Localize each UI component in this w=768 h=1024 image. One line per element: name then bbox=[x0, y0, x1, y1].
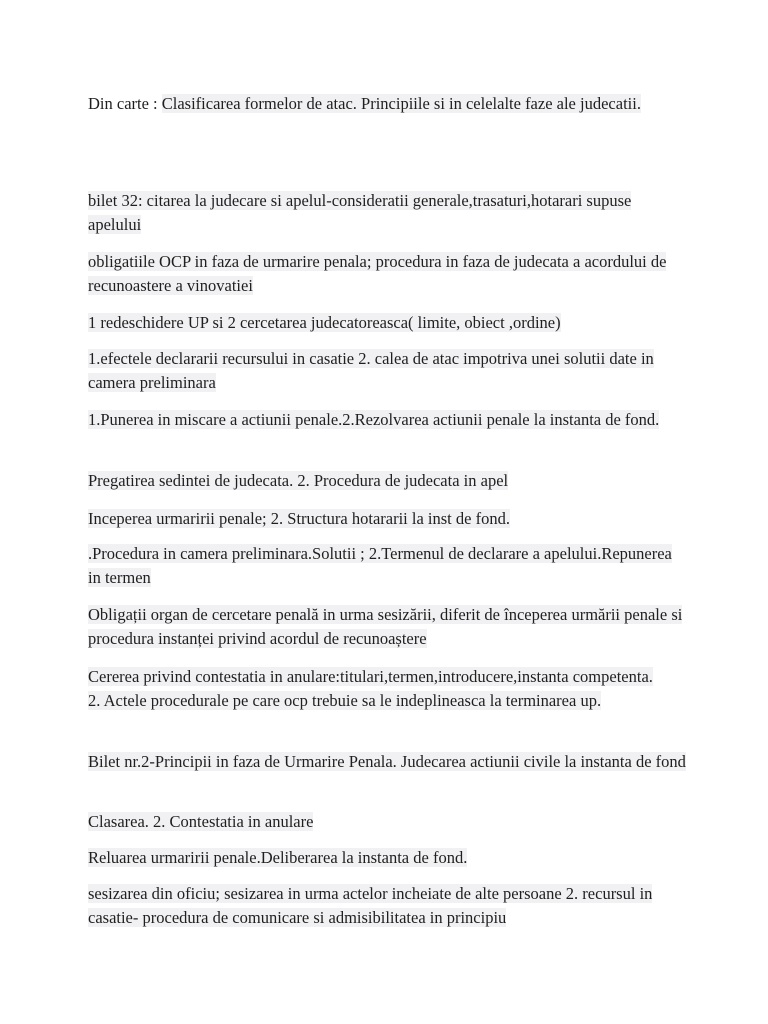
paragraph-text: Obligații organ de cercetare penală in urma sesizării, diferit de începerea urmării penale si procedura instanței privind acordul de recunoaștere bbox=[88, 605, 683, 648]
paragraph-text: Cererea privind contestatia in anulare:titulari,termen,introducere,instanta competenta. bbox=[88, 667, 653, 686]
intro-paragraph bbox=[88, 92, 688, 116]
paragraph-text: sesizarea din oficiu; sesizarea in urma actelor incheiate de alte persoane 2. recursul in casatie- procedura de comunicare si admisibilitatea in principiu bbox=[88, 884, 653, 927]
paragraph-8 bbox=[88, 542, 688, 590]
paragraph-text: obligatiile OCP in faza de urmarire penala; procedura in faza de judecata a acordului de recunoastere a vinovatiei bbox=[88, 252, 667, 295]
paragraph-text: Pregatirea sedintei de judecata. 2. Procedura de judecata in apel bbox=[88, 471, 509, 490]
paragraph-6 bbox=[88, 469, 688, 493]
paragraph-text: 1.efectele declararii recursului in casatie 2. calea de atac impotriva unei solutii date in camera preliminara bbox=[88, 349, 654, 392]
paragraph-2 bbox=[88, 250, 688, 298]
intro-prefix: Din carte : bbox=[88, 94, 162, 113]
paragraph-7 bbox=[88, 507, 688, 531]
paragraph-text: Reluarea urmaririi penale.Deliberarea la instanta de fond. bbox=[88, 848, 468, 867]
paragraph-text: 2. Actele procedurale pe care ocp trebuie sa le indeplineasca la terminarea up. bbox=[88, 691, 602, 710]
paragraph-12 bbox=[88, 810, 688, 834]
paragraph-10 bbox=[88, 665, 688, 713]
paragraph-11 bbox=[88, 750, 688, 774]
paragraph-5 bbox=[88, 408, 688, 432]
paragraph-1 bbox=[88, 189, 688, 237]
paragraph-text: Clasarea. 2. Contestatia in anulare bbox=[88, 812, 314, 831]
paragraph-text: .Procedura in camera preliminara.Solutii ; 2.Termenul de declarare a apelului.Repunerea in termen bbox=[88, 544, 672, 587]
paragraph-14 bbox=[88, 882, 688, 930]
paragraph-text: bilet 32: citarea la judecare si apelul-consideratii generale,trasaturi,hotarari supuse apelului bbox=[88, 191, 632, 234]
paragraph-9 bbox=[88, 603, 688, 651]
paragraph-text: 1.Punerea in miscare a actiunii penale.2.Rezolvarea actiunii penale la instanta de fond. bbox=[88, 410, 660, 429]
paragraph-text: Inceperea urmaririi penale; 2. Structura hotararii la inst de fond. bbox=[88, 509, 510, 528]
paragraph-text: Bilet nr.2-Principii in faza de Urmarire Penala. Judecarea actiunii civile la instanta de fond bbox=[88, 752, 686, 771]
paragraph-3 bbox=[88, 311, 688, 335]
paragraph-text: 1 redeschidere UP si 2 cercetarea judecatoreasca( limite, obiect ,ordine) bbox=[88, 313, 561, 332]
paragraph-13 bbox=[88, 846, 688, 870]
paragraph-4 bbox=[88, 347, 688, 395]
intro-text: Clasificarea formelor de atac. Principiile si in celelalte faze ale judecatii. bbox=[161, 94, 641, 113]
